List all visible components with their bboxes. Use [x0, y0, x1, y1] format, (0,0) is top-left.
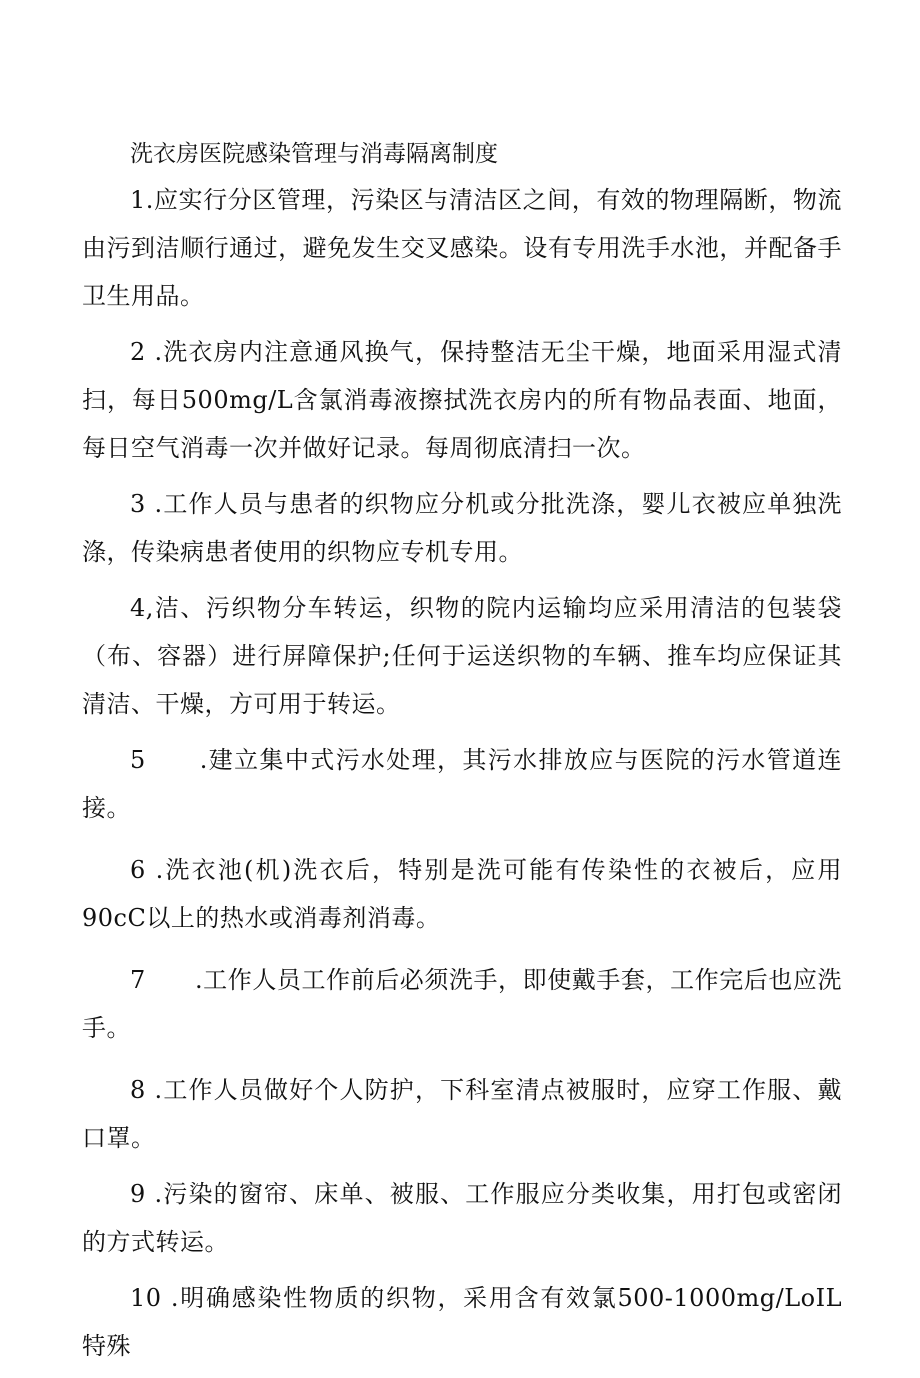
paragraph-text: 污染的窗帘、床单、被服、工作服应分类收集，用打包或密闭的方式转运。: [82, 1180, 842, 1256]
paragraph-6: [82, 846, 842, 942]
paragraph-number: 2 .: [130, 338, 163, 366]
paragraph-2: [82, 328, 842, 472]
document-page: [82, 136, 842, 1378]
paragraph-number: 5 .: [130, 746, 208, 774]
paragraph-number: 1.: [130, 186, 154, 214]
paragraph-text: 洁、污织物分车转运，织物的院内运输均应采用清洁的包装袋（布、容器）进行屏障保护;任何于运送织物的车辆、推车均应保证其清洁、干燥，方可用于转运。: [82, 594, 842, 718]
paragraph-5: [82, 736, 842, 832]
paragraph-number: 4,: [130, 594, 154, 622]
paragraph-number: 6 .: [130, 856, 164, 884]
paragraph-8: [82, 1066, 842, 1162]
paragraph-3: [82, 480, 842, 576]
paragraph-1: [82, 176, 842, 320]
paragraph-number: 10 .: [130, 1284, 180, 1312]
paragraph-text: 工作人员与患者的织物应分机或分批洗涤，婴儿衣被应单独洗涤，传染病患者使用的织物应专机专用。: [82, 490, 842, 566]
paragraph-text: 工作人员工作前后必须洗手，即使戴手套，工作完后也应洗手。: [82, 966, 842, 1042]
paragraph-number: 8 .: [130, 1076, 163, 1104]
paragraph-number: 7 .: [130, 966, 204, 994]
paragraph-text: 明确感染性物质的织物，采用含有效氯500-1000mg/LoIL特殊: [82, 1284, 843, 1360]
paragraph-4: [82, 584, 842, 728]
paragraph-text: 应实行分区管理，污染区与清洁区之间，有效的物理隔断，物流由污到洁顺行通过，避免发生交叉感染。设有专用洗手水池，并配备手卫生用品。: [82, 186, 842, 310]
paragraph-text: 工作人员做好个人防护，下科室清点被服时，应穿工作服、戴口罩。: [82, 1076, 842, 1152]
paragraph-7: [82, 956, 842, 1052]
paragraph-10: [82, 1274, 842, 1370]
paragraph-9: [82, 1170, 842, 1266]
paragraph-text: 洗衣房内注意通风换气，保持整洁无尘干燥，地面采用湿式清扫，每日500mg/L含氯消毒液擦拭洗衣房内的所有物品表面、地面，每日空气消毒一次并做好记录。每周彻底清扫一次。: [82, 338, 842, 462]
paragraph-number: 9 .: [130, 1180, 163, 1208]
document-title: 洗衣房医院感染管理与消毒隔离制度: [130, 141, 498, 167]
paragraph-text: 建立集中式污水处理，其污水排放应与医院的污水管道连接。: [82, 746, 843, 822]
paragraph-text: 洗衣池(机)洗衣后，特别是洗可能有传染性的衣被后，应用90cC以上的热水或消毒剂消毒。: [82, 856, 842, 932]
paragraph-number: 3 .: [130, 490, 163, 518]
